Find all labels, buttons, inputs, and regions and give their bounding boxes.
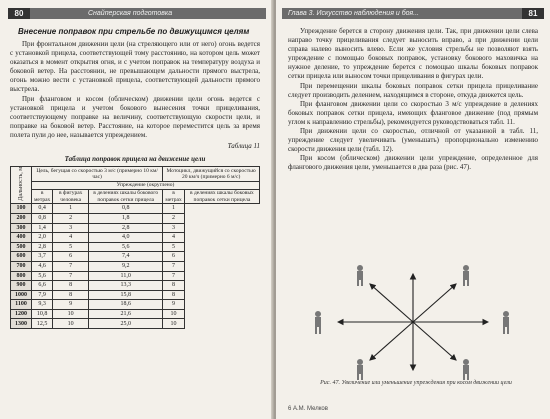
right-page (276, 0, 550, 419)
value-cell: 8 (53, 281, 89, 291)
correction-table (10, 166, 260, 329)
lead-diagram-figure (288, 262, 538, 382)
soldier-figure (463, 265, 469, 286)
value-cell: 5,6 (89, 242, 163, 252)
value-cell: 3 (53, 223, 89, 233)
soldier-figure (357, 359, 363, 380)
distance-cell: 1100 (11, 300, 32, 310)
distance-cell: 800 (11, 271, 32, 281)
left-running-title: Снайперская подготовка (88, 10, 173, 17)
distance-cell: 600 (11, 252, 32, 262)
value-cell: 7,4 (89, 252, 163, 262)
table-row (11, 252, 260, 262)
sub-header: в делениях шкалы боковых поправок сетки прицела (184, 189, 259, 204)
distance-cell: 1200 (11, 309, 32, 319)
distance-cell: 400 (11, 233, 32, 243)
soldier-figure (357, 265, 363, 286)
table-row (11, 242, 260, 252)
value-cell: 8 (53, 290, 89, 300)
soldier-figure (503, 311, 509, 334)
right-running-title: Глава 3. Искусство наблюдения и боя... (288, 10, 419, 17)
distance-cell: 900 (11, 281, 32, 291)
value-cell: 2,0 (32, 233, 53, 243)
value-cell: 7,9 (32, 290, 53, 300)
value-cell: 6,6 (32, 281, 53, 291)
value-cell: 4 (163, 233, 185, 243)
value-cell: 8 (163, 290, 185, 300)
paragraph: При перемещении шкалы боковых поправок сетки прицела прицеливание следует производить делением, находящимся в стороне, откуда движется цель. (288, 81, 538, 99)
value-cell: 3,7 (32, 252, 53, 262)
value-cell: 4 (53, 233, 89, 243)
group2-header: Мотоцикл, движущийся со скоростью 20 км/ч (примерно 6 м/с) (163, 167, 260, 182)
sub-header: в метрах (32, 189, 53, 204)
left-content (10, 27, 260, 329)
distance-cell: 1000 (11, 290, 32, 300)
distance-cell: 200 (11, 213, 32, 223)
table-row (11, 223, 260, 233)
value-cell: 13,3 (89, 281, 163, 291)
group1-header: Цель, бегущая со скоростью 3 м/с (примерно 10 км/час) (32, 167, 163, 182)
distance-cell: 500 (11, 242, 32, 252)
value-cell: 7 (53, 271, 89, 281)
value-cell: 2 (53, 213, 89, 223)
arrow-diagonal (370, 284, 413, 322)
value-cell: 25,0 (89, 319, 163, 329)
section-heading: Внесение поправок при стрельбе по движущимся целям (18, 27, 250, 36)
distance-cell: 700 (11, 261, 32, 271)
value-cell: 21,6 (89, 309, 163, 319)
figure-caption: Рис. 47. Увеличение или уменьшение упреждения при косом движении цели (320, 380, 512, 386)
table-row (11, 271, 260, 281)
value-cell: 10,8 (32, 309, 53, 319)
value-cell: 12,5 (32, 319, 53, 329)
value-cell: 6 (53, 252, 89, 262)
value-cell: 5 (163, 242, 185, 252)
distance-cell: 300 (11, 223, 32, 233)
table-row (11, 309, 260, 319)
arrow-diagonal (413, 284, 456, 322)
table-row (11, 290, 260, 300)
value-cell: 2 (163, 213, 185, 223)
value-cell: 1,8 (89, 213, 163, 223)
value-cell: 7 (163, 261, 185, 271)
paragraph: Упреждение берется в сторону движения цели. Так, при движении цели слева направо точку прицеливания следует выносить вправо, а при движении цели справа налево выносить влево. Если же условия стрельбы не позволяют взять упреждение с помощью боковых поправок, установку бокового маховичка на нужное деление, то упреждение берется с помощью шкалы боковых поправок сетки прицела или выносом точки прицеливания в фигурах цели. (288, 27, 538, 81)
value-cell: 7 (53, 261, 89, 271)
value-cell: 6 (163, 252, 185, 262)
value-cell: 1 (163, 204, 185, 214)
value-cell: 5 (53, 242, 89, 252)
soldier-figure (463, 359, 469, 380)
value-cell: 9,2 (89, 261, 163, 271)
value-cell: 7 (163, 271, 185, 281)
value-cell: 11,0 (89, 271, 163, 281)
left-page-number: 80 (8, 8, 30, 19)
table-row (11, 213, 260, 223)
value-cell: 2,8 (32, 242, 53, 252)
table-number: Таблица 11 (227, 142, 260, 151)
left-running-head (8, 8, 266, 19)
sub-header: в делениях шкалы бокового поправок сетки прицела (89, 189, 163, 204)
distance-header: Дальность, м (11, 167, 32, 204)
paragraph: При фланговом и косом (облическом) движении цели огонь ведется с установкой прицела и учетом бокового вынесения точки прицеливания, соответствующему поправке на величину, соответствующую скорости цели, и поправке на боковой ветер. Расстояние, на которое переместится цель за время полета пули до нее, называется упреждением. (10, 94, 260, 139)
value-cell: 10 (53, 309, 89, 319)
right-content (288, 27, 538, 173)
paragraph: При фронтальном движении цели (на стреляющего или от него) огонь ведется с установкой прицела, соответствующей тому расстоянию, на котором цель может оказаться в момент открытия огня, и с учетом поправок на температуру воздуха и боковой ветер. На расстоянии, не превышающем дальности прямого выстрела, огонь можно вести с установкой прицела, соответствующей дальности прямого выстрела. (10, 40, 260, 94)
value-cell: 4,0 (89, 233, 163, 243)
page-footer: 6 А.М. Мелков (288, 406, 328, 412)
soldier-figure (315, 311, 321, 334)
value-cell: 10 (163, 319, 185, 329)
left-page (0, 0, 274, 419)
distance-cell: 100 (11, 204, 32, 214)
table-row (11, 233, 260, 243)
paragraph: При косом (облическом) движении цели упреждение, определенное для флангового движения цели, уменьшается в два раза (рис. 47). (288, 154, 538, 172)
value-cell: 9 (163, 300, 185, 310)
arrow-diagonal (370, 322, 413, 360)
sub-header: в метрах (163, 189, 185, 204)
paragraph: При движении цели со скоростью, отличной от указанной в табл. 11, упреждение следует увеличивать (уменьшать) пропорционально изменению скорости движения цели (табл. 12). (288, 127, 538, 154)
table-row (11, 261, 260, 271)
value-cell: 5,6 (32, 271, 53, 281)
value-cell: 9 (53, 300, 89, 310)
value-cell: 9,3 (32, 300, 53, 310)
value-cell: 10 (163, 309, 185, 319)
distance-cell: 1300 (11, 319, 32, 329)
value-cell: 8 (163, 281, 185, 291)
lead-header: Упреждение (округлено) (32, 181, 260, 189)
value-cell: 0,8 (89, 204, 163, 214)
right-running-head (282, 8, 544, 19)
value-cell: 0,8 (32, 213, 53, 223)
value-cell: 15,8 (89, 290, 163, 300)
value-cell: 3 (163, 223, 185, 233)
value-cell: 0,4 (32, 204, 53, 214)
value-cell: 1 (53, 204, 89, 214)
table-row (11, 204, 260, 214)
value-cell: 4,6 (32, 261, 53, 271)
sub-header: в фигурах человека (53, 189, 89, 204)
value-cell: 2,8 (89, 223, 163, 233)
table-row (11, 281, 260, 291)
right-page-number: 81 (522, 8, 544, 19)
arrow-diagonal (413, 322, 456, 360)
table-row (11, 319, 260, 329)
value-cell: 18,6 (89, 300, 163, 310)
paragraph: При фланговом движении цели со скоростью 3 м/с упреждение в делениях боковых поправок сетки прицела, имеющих фланговое движение (под прямым углом к направлению стрельбы), рекомендуется руководствоваться табл. 11. (288, 99, 538, 126)
value-cell: 10 (53, 319, 89, 329)
table-row (11, 300, 260, 310)
value-cell: 1,4 (32, 223, 53, 233)
table-title: Таблица поправок прицела на движение цели (64, 155, 206, 164)
